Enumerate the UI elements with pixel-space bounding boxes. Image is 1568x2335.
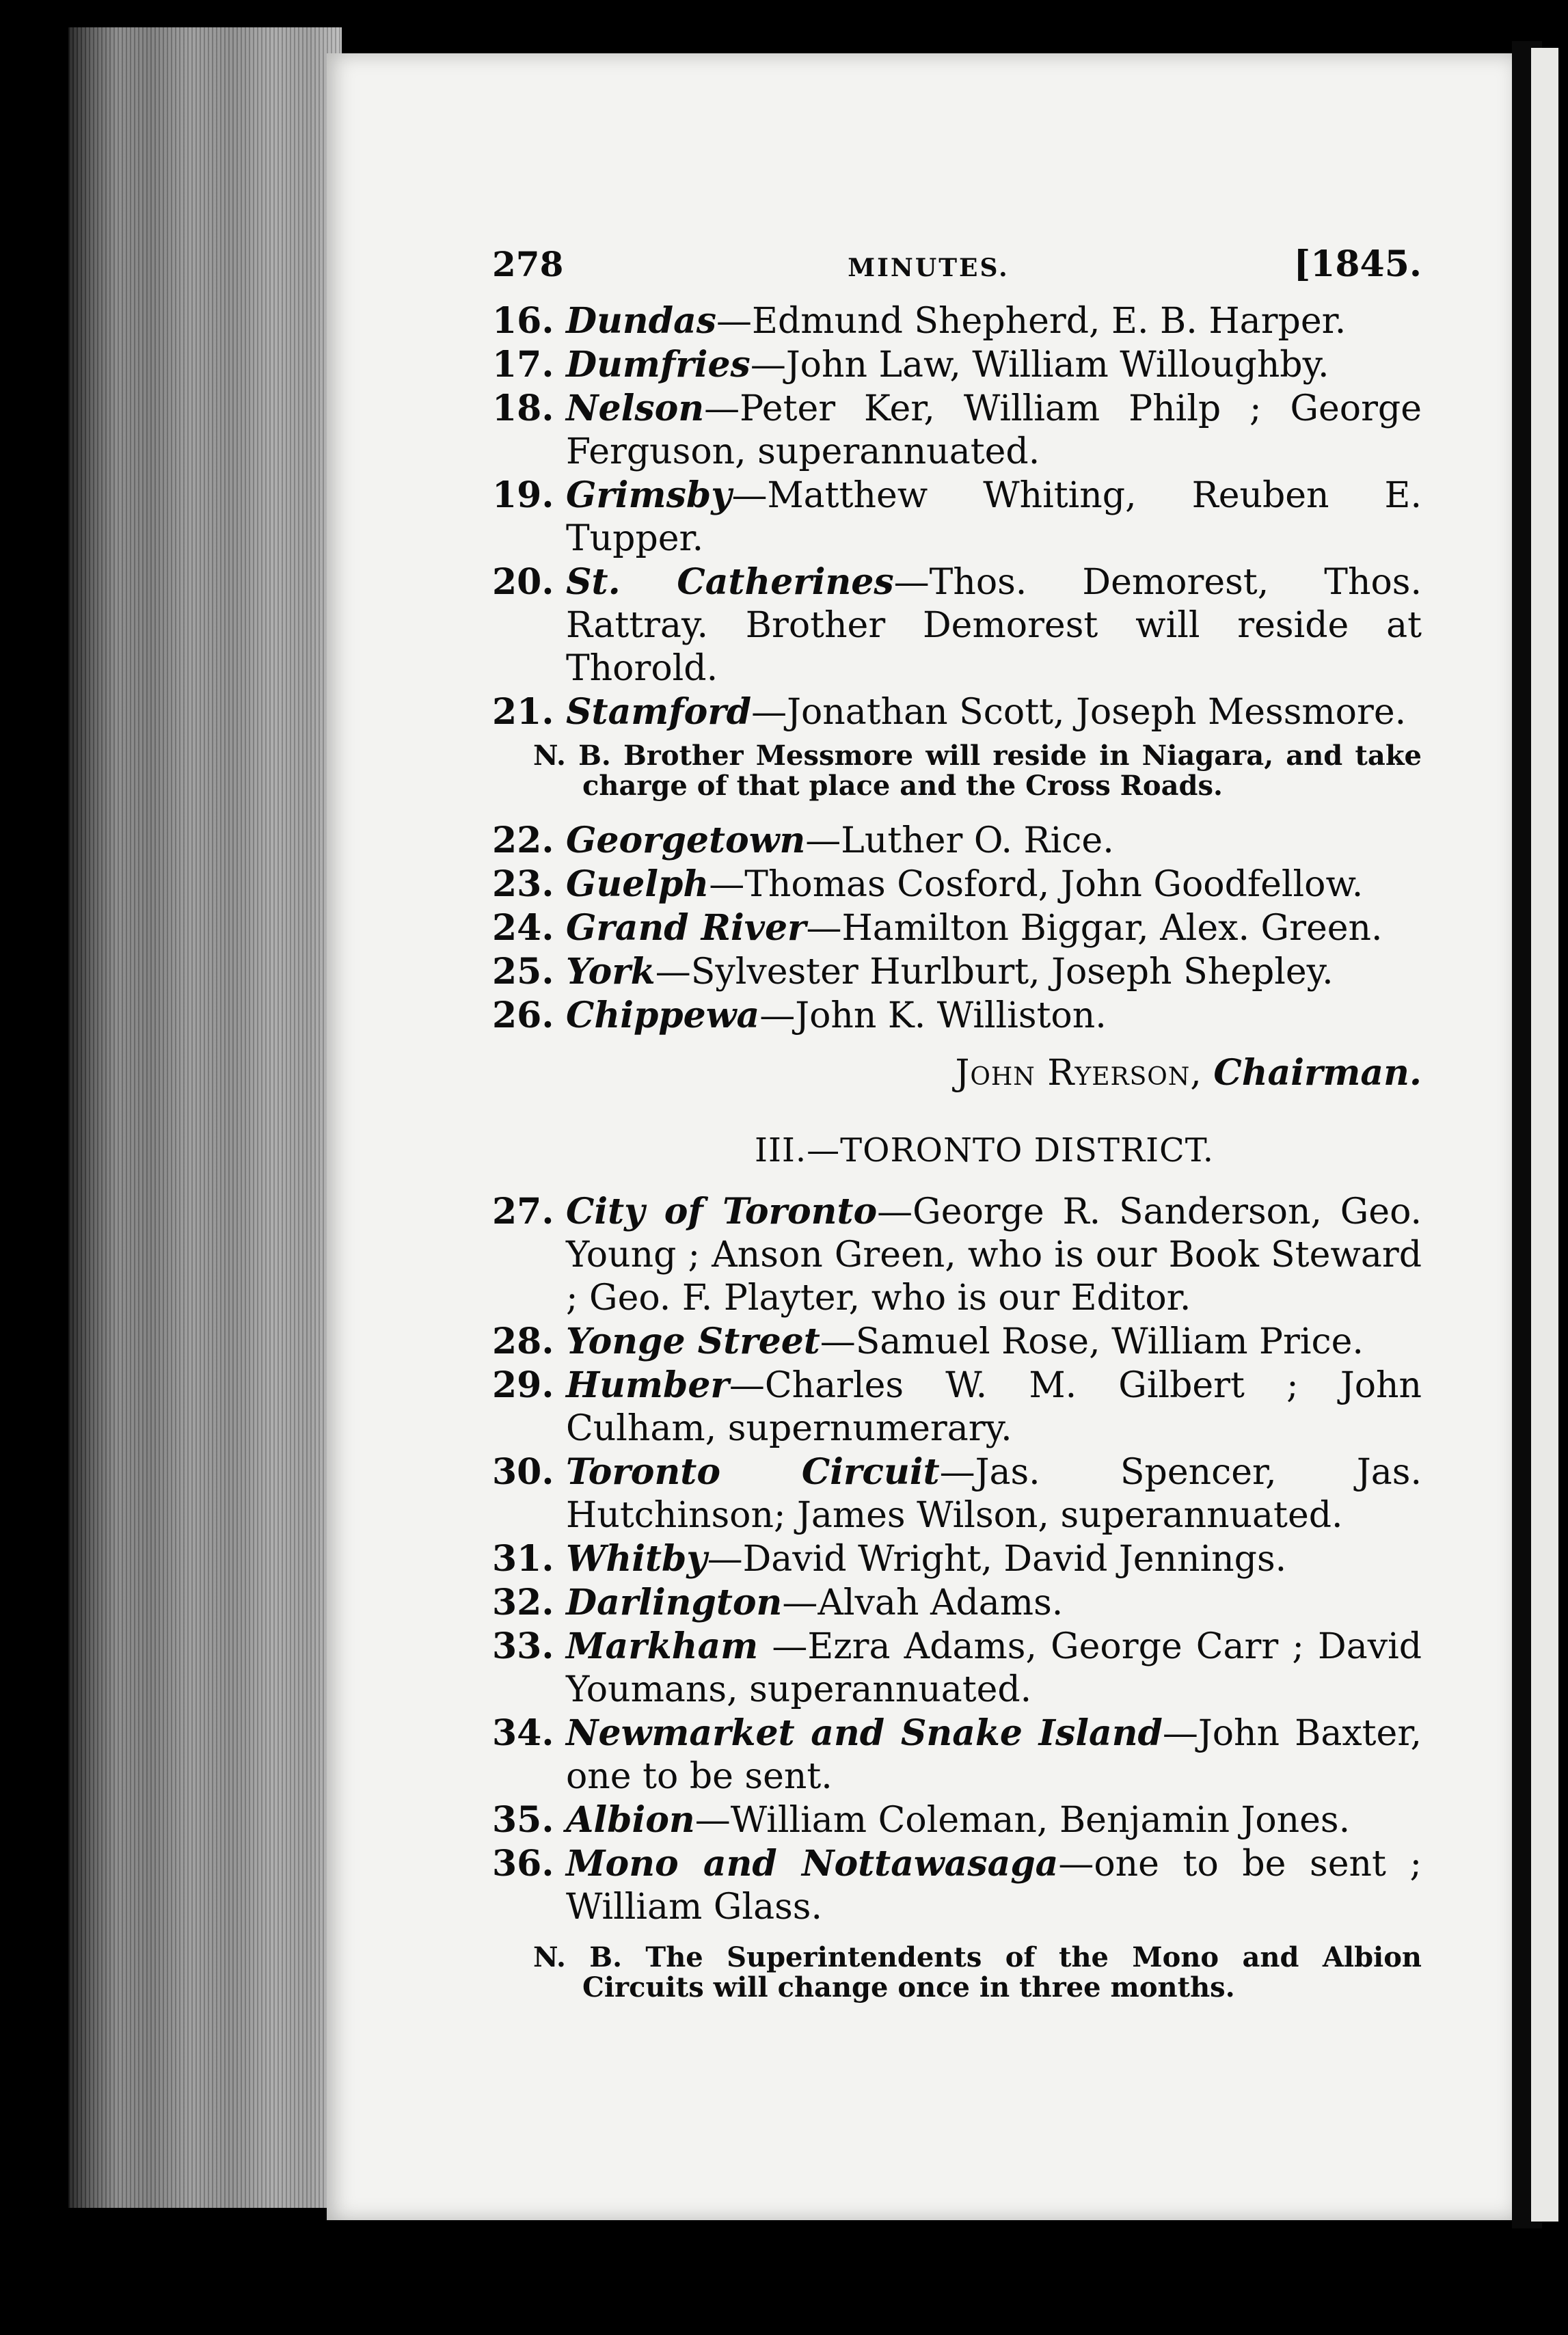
circuit-name: Dumfries bbox=[566, 344, 751, 386]
entry-body bbox=[566, 1450, 1422, 1537]
entry-number: 34. bbox=[492, 1712, 554, 1754]
entry-number: 26. bbox=[492, 995, 554, 1036]
entry-text: —John Baxter, one to be sent. bbox=[566, 1713, 1422, 1797]
circuit-entry bbox=[492, 1625, 1422, 1712]
entry-text: —Ezra Adams, George Carr ; David Youmans, superannuated. bbox=[566, 1626, 1422, 1710]
circuit-entry bbox=[492, 1190, 1422, 1320]
circuit-name: Albion bbox=[566, 1799, 695, 1841]
circuit-name: Mono and Nottawasaga bbox=[566, 1843, 1059, 1885]
page-number: 278 bbox=[492, 244, 564, 284]
circuit-entry bbox=[492, 1537, 1422, 1581]
entry-body bbox=[566, 950, 1422, 994]
entry-text: —Edmund Shepherd, E. B. Harper. bbox=[716, 301, 1347, 342]
entry-number: 30. bbox=[492, 1451, 554, 1493]
entry-body bbox=[566, 561, 1422, 690]
entry-number: 28. bbox=[492, 1321, 554, 1362]
entry-body bbox=[566, 1190, 1422, 1320]
entry-text: —Jonathan Scott, Joseph Messmore. bbox=[751, 692, 1407, 733]
entry-text: —William Coleman, Benjamin Jones. bbox=[694, 1800, 1351, 1841]
entry-number: 19. bbox=[492, 474, 554, 516]
entry-body bbox=[566, 1581, 1422, 1625]
circuit-entry bbox=[492, 474, 1422, 561]
entry-body bbox=[566, 819, 1422, 863]
circuit-name: Grimsby bbox=[566, 474, 732, 516]
book-page-edges bbox=[68, 27, 342, 2208]
circuit-name: City of Toronto bbox=[566, 1191, 878, 1232]
circuit-entry bbox=[492, 950, 1422, 994]
entry-text: —one to be sent ; William Glass. bbox=[566, 1844, 1422, 1928]
facing-page-sliver bbox=[1531, 48, 1558, 2222]
entry-number: 22. bbox=[492, 820, 554, 861]
entry-number: 33. bbox=[492, 1625, 554, 1667]
entry-body bbox=[566, 1364, 1422, 1450]
entry-body bbox=[566, 474, 1422, 561]
entry-number: 35. bbox=[492, 1799, 554, 1841]
circuit-entry bbox=[492, 906, 1422, 950]
entry-text: —Sylvester Hurlburt, Joseph Shepley. bbox=[655, 951, 1334, 993]
entry-number: 16. bbox=[492, 300, 554, 342]
entry-number: 20. bbox=[492, 561, 554, 603]
circuit-name: Dundas bbox=[566, 300, 717, 342]
entry-number: 18. bbox=[492, 388, 554, 429]
entry-text: —Samuel Rose, William Price. bbox=[820, 1321, 1364, 1362]
entry-number: 23. bbox=[492, 863, 554, 905]
chairman-name: John Ryerson, bbox=[955, 1053, 1202, 1094]
circuit-entry bbox=[492, 690, 1422, 734]
entry-body bbox=[566, 387, 1422, 474]
circuit-entry bbox=[492, 561, 1422, 690]
entry-text: —George R. Sanderson, Geo. Young ; Anson Green, who is our Book Steward ; Geo. F. Playter, who is our Editor. bbox=[566, 1191, 1422, 1319]
circuit-entry bbox=[492, 387, 1422, 474]
entry-body bbox=[566, 906, 1422, 950]
circuit-entry bbox=[492, 994, 1422, 1038]
circuit-name: St. Catherines bbox=[566, 561, 894, 603]
entry-text: —David Wright, David Jennings. bbox=[707, 1539, 1287, 1580]
circuit-name: Newmarket and Snake Island bbox=[566, 1712, 1163, 1754]
circuit-entry bbox=[492, 1712, 1422, 1798]
circuit-entry bbox=[492, 1798, 1422, 1842]
footnote-mono-albion: N. B. The Superintendents of the Mono and Albion Circuits will change once in three months. bbox=[533, 1941, 1422, 2003]
entry-number: 24. bbox=[492, 907, 554, 949]
circuit-name: Georgetown bbox=[566, 820, 806, 861]
circuit-entry bbox=[492, 1320, 1422, 1364]
circuit-entry bbox=[492, 343, 1422, 387]
entry-number: 17. bbox=[492, 344, 554, 386]
entry-text: —Peter Ker, William Philp ; George Ferguson, superannuated. bbox=[566, 388, 1422, 472]
entry-text: —Matthew Whiting, Reuben E. Tupper. bbox=[566, 475, 1422, 559]
circuit-entry bbox=[492, 1364, 1422, 1450]
entry-text: —Luther O. Rice. bbox=[805, 820, 1114, 861]
year-label: [1845. bbox=[1293, 243, 1422, 285]
chairman-signature bbox=[492, 1051, 1422, 1095]
circuit-entry bbox=[492, 299, 1422, 343]
circuit-entry bbox=[492, 1842, 1422, 1929]
entry-text: —Thos. Demorest, Thos. Rattray. Brother Demorest will reside at Thorold. bbox=[566, 562, 1422, 689]
circuit-name: York bbox=[566, 951, 655, 993]
chairman-title: Chairman. bbox=[1213, 1052, 1422, 1094]
circuit-name: Darlington bbox=[566, 1582, 783, 1623]
entry-number: 32. bbox=[492, 1582, 554, 1623]
running-title: MINUTES. bbox=[848, 254, 1010, 282]
entry-number: 25. bbox=[492, 951, 554, 993]
entry-number: 27. bbox=[492, 1191, 554, 1232]
entry-body bbox=[566, 1798, 1422, 1842]
circuit-name: Yonge Street bbox=[566, 1321, 820, 1362]
circuit-entry bbox=[492, 863, 1422, 906]
entry-body bbox=[566, 1320, 1422, 1364]
entry-number: 29. bbox=[492, 1364, 554, 1406]
entry-body bbox=[566, 994, 1422, 1038]
entry-text: —Jas. Spencer, Jas. Hutchinson; James Wilson, superannuated. bbox=[566, 1452, 1422, 1536]
entry-text: —John K. Williston. bbox=[759, 995, 1107, 1036]
district-heading: III.—TORONTO DISTRICT. bbox=[754, 1131, 1214, 1170]
entry-text: —Hamilton Biggar, Alex. Green. bbox=[806, 908, 1383, 949]
entry-text: —John Law, William Willoughby. bbox=[750, 345, 1329, 386]
running-head bbox=[492, 243, 1422, 290]
entry-text: —Alvah Adams. bbox=[782, 1582, 1064, 1623]
entry-body bbox=[566, 1712, 1422, 1798]
entry-body bbox=[566, 1842, 1422, 1929]
circuit-name: Markham bbox=[566, 1625, 759, 1667]
entry-body bbox=[566, 1537, 1422, 1581]
circuit-name: Whitby bbox=[566, 1538, 707, 1580]
circuit-name: Stamford bbox=[566, 691, 752, 733]
entry-body bbox=[566, 863, 1422, 906]
circuit-entry bbox=[492, 819, 1422, 863]
circuit-name: Toronto Circuit bbox=[566, 1451, 940, 1493]
entry-number: 36. bbox=[492, 1843, 554, 1885]
circuit-name: Nelson bbox=[566, 388, 705, 429]
circuit-entry bbox=[492, 1581, 1422, 1625]
entry-text: —Thomas Cosford, John Goodfellow. bbox=[709, 864, 1364, 905]
entry-text: —Charles W. M. Gilbert ; John Culham, supernumerary. bbox=[566, 1365, 1422, 1449]
footnote-messmore: N. B. Brother Messmore will reside in Niagara, and take charge of that place and the Cross Roads. bbox=[533, 740, 1422, 802]
circuit-name: Grand River bbox=[566, 907, 807, 949]
entry-body bbox=[566, 690, 1422, 734]
entry-body bbox=[566, 299, 1422, 343]
circuit-name: Guelph bbox=[566, 863, 709, 905]
entry-number: 31. bbox=[492, 1538, 554, 1580]
circuit-name: Chippewa bbox=[566, 995, 760, 1036]
circuit-entry bbox=[492, 1450, 1422, 1537]
text-column bbox=[492, 243, 1422, 2021]
entry-body bbox=[566, 1625, 1422, 1712]
entry-number: 21. bbox=[492, 691, 554, 733]
circuit-name: Humber bbox=[566, 1364, 729, 1406]
entry-body bbox=[566, 343, 1422, 387]
